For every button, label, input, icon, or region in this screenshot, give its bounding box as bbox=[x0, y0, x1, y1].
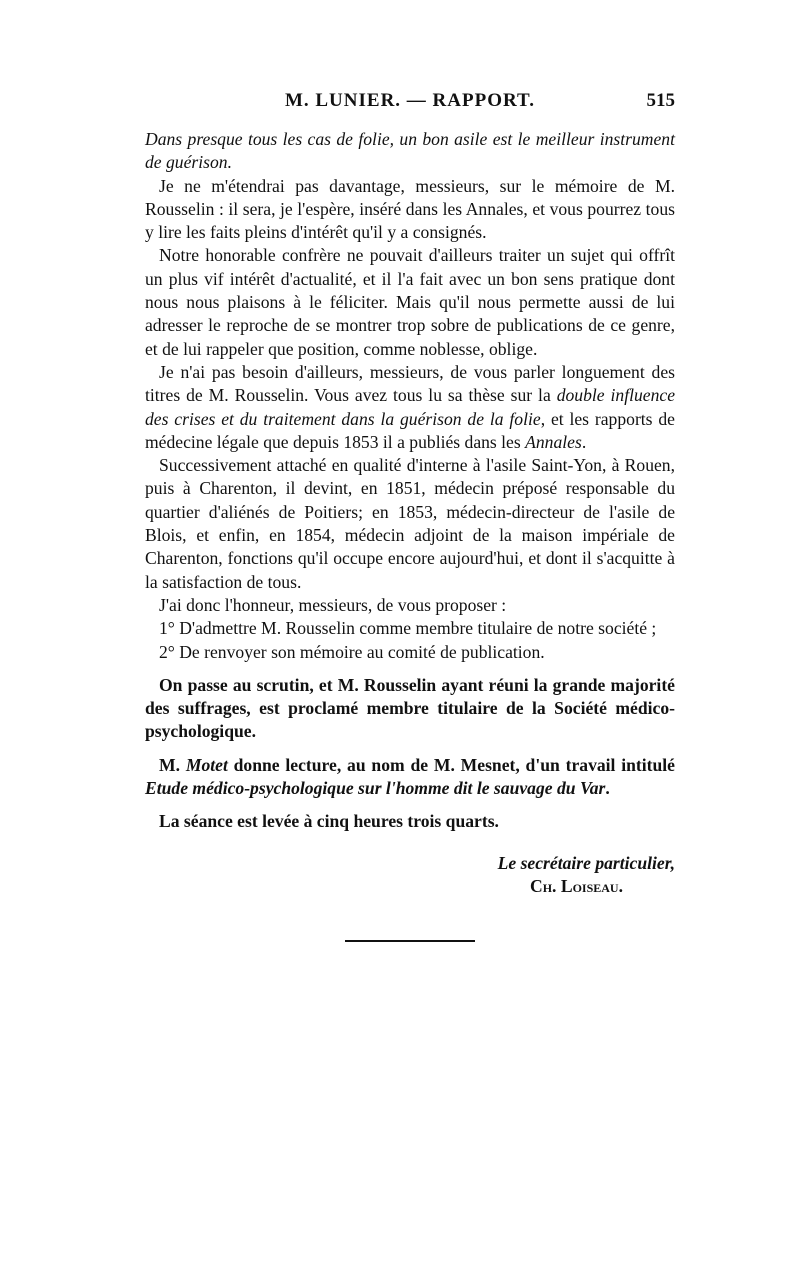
motet-name: Motet bbox=[185, 754, 228, 775]
paragraph-confrere: Notre honorable confrère ne pouvait d'ailleurs traiter un sujet qui offrît un plus vif intérêt d'actualité, et il l'a fait avec un bon sens pratique dont nous nous plaisons à le féliciter. Mais qu'il nous permette aussi de lui adresser le reproche de se montrer trop sobre de publications de ce genre, et de lui rappeler que position, comme noblesse, oblige. bbox=[145, 245, 675, 359]
paragraph-scrutin: On passe au scrutin, et M. Rousselin ayant réuni la grande majorité des suffrages, est proclamé membre titulaire de la Société médico-psychologique. bbox=[145, 674, 675, 742]
lecture-text-a: M. bbox=[159, 754, 186, 775]
paragraph-memoire: Je ne m'étendrai pas davantage, messieurs, sur le mémoire de M. Rousselin : il sera, je l'espère, inséré dans les Annales, et vous pourrez tous y lire les faits pleins d'intérêt qu'il y a consignés. bbox=[145, 175, 675, 243]
paragraph-carriere: Successivement attaché en qualité d'interne à l'asile Saint-Yon, à Rouen, puis à Charenton, il devint, en 1851, médecin préposé responsable du quartier d'aliénés de Poitiers; en 1853, médecin-directeur de l'asile de Blois, et enfin, en 1854, médecin adjoint de la maison impériale de Charenton, fonctions qu'il occupe encore aujourd'hui, et dont il s'acquitte à la satisfaction de tous. bbox=[145, 455, 675, 592]
titres-text-b: , et les rapports de médecine légale que depuis 1853 il a publiés dans les bbox=[145, 408, 675, 452]
lecture-text-c: . bbox=[605, 778, 610, 799]
these-title: double influence des crises et du traitement dans la guérison de la folie bbox=[145, 385, 676, 429]
page-header bbox=[145, 90, 675, 118]
running-head: M. LUNIER. — RAPPORT. bbox=[284, 90, 536, 111]
body-text bbox=[145, 128, 675, 942]
paragraph-lecture bbox=[145, 754, 675, 801]
page-number: 515 bbox=[646, 90, 675, 111]
signature-block bbox=[145, 852, 675, 899]
titres-text-c: . bbox=[581, 431, 587, 452]
end-rule bbox=[345, 940, 475, 942]
titres-text-a: Je n'ai pas besoin d'ailleurs, messieurs, de vous parler longuement des titres de M. Rousselin. Vous avez tous lu sa thèse sur la bbox=[145, 361, 675, 406]
paragraph-proposition: J'ai donc l'honneur, messieurs, de vous proposer : bbox=[159, 594, 507, 615]
signature-name: Ch. Loiseau. bbox=[530, 875, 623, 896]
proposition-1: 1° D'admettre M. Rousselin comme membre titulaire de notre société ; bbox=[159, 618, 657, 639]
proposition-2: 2° De renvoyer son mémoire au comité de publication. bbox=[159, 641, 545, 662]
lecture-text-b: donne lecture, au nom de M. Mesnet, d'un travail intitulé bbox=[227, 754, 675, 775]
paragraph-conclusion: Dans presque tous les cas de folie, un bon asile est le meilleur instrument de guérison. bbox=[145, 129, 675, 173]
paragraph-seance-levee: La séance est levée à cinq heures trois quarts. bbox=[159, 811, 499, 832]
annales-title: Annales bbox=[525, 431, 582, 452]
travail-title: Etude médico-psychologique sur l'homme dit le sauvage du Var bbox=[145, 778, 606, 799]
signature-title: Le secrétaire particulier, bbox=[497, 852, 675, 873]
paragraph-titres bbox=[145, 361, 675, 454]
